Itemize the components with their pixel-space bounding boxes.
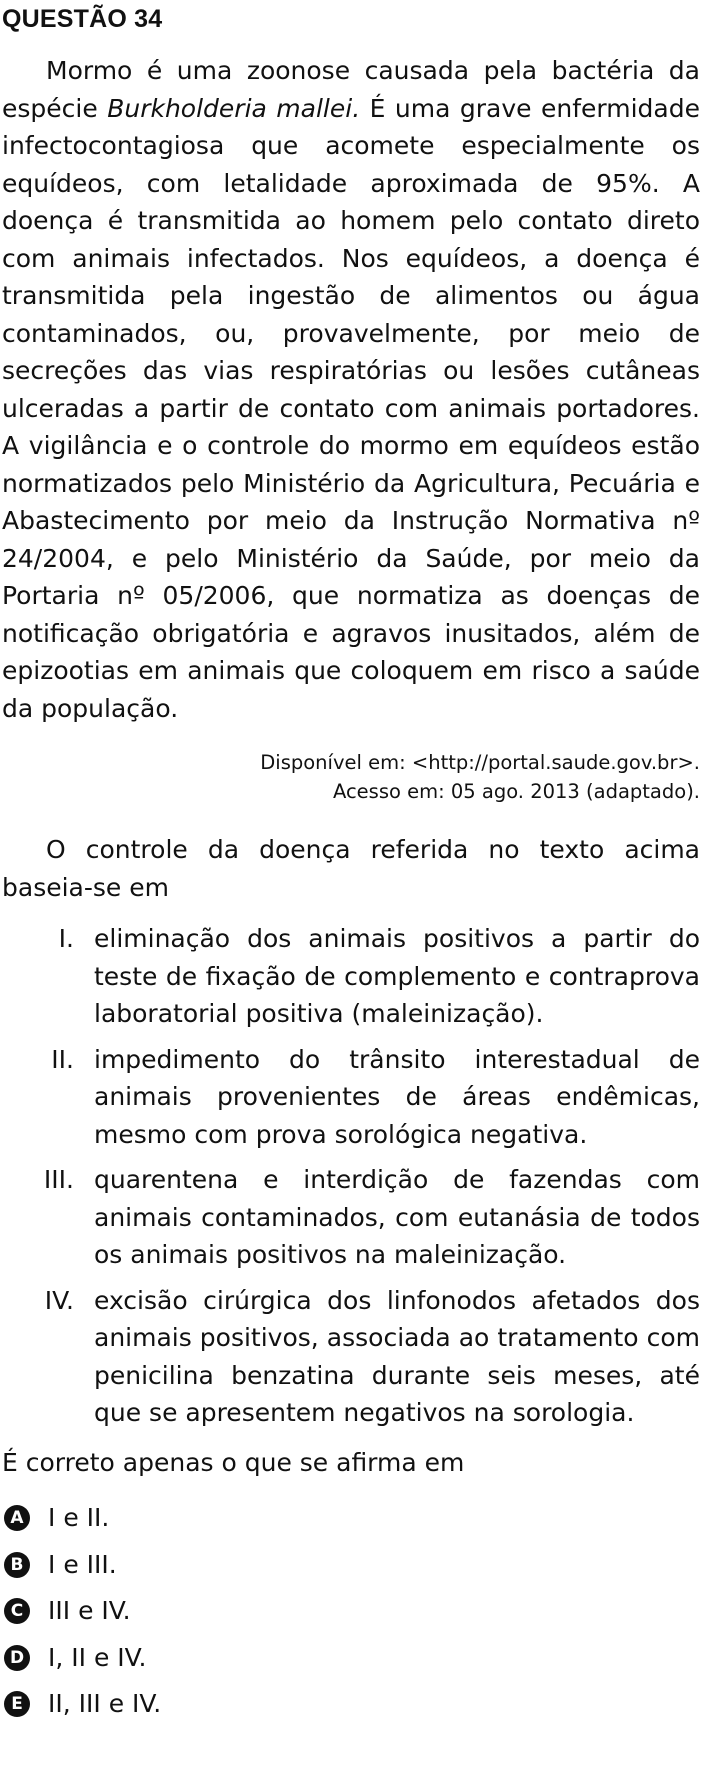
option-text: II, III e IV.: [48, 1689, 162, 1719]
question-prompt: O controle da doença referida no texto acima baseia-se em: [2, 835, 700, 902]
statement-number: III.: [43, 1165, 74, 1194]
statement-number: I.: [58, 924, 74, 953]
answer-instruction: É correto apenas o que se afirma em: [2, 1447, 465, 1477]
bacteria-species-name: Burkholderia mallei.: [107, 93, 361, 123]
source-access-line: Acesso em: 05 ago. 2013 (adaptado).: [332, 780, 700, 803]
statement-item: [2, 1161, 700, 1274]
source-citation: [2, 748, 700, 806]
source-url-line: Disponível em: <http://portal.saude.gov.br>.: [260, 751, 700, 774]
option-letter-badge: D: [4, 1645, 30, 1671]
statement-number: IV.: [44, 1285, 74, 1315]
statement-text: eliminação dos animais positivos a partir do teste de fixação de complemento e contraprova laboratorial positiva (maleinização).: [94, 924, 700, 1028]
option-letter-badge: B: [4, 1552, 30, 1578]
statements-list: [2, 920, 700, 1432]
statement-text: impedimento do trânsito interestadual de animais provenientes de áreas endêmicas, mesmo com prova sorológica negativa.: [94, 1044, 700, 1149]
question-text-part-after: É uma grave enfermidade infectocontagiosa que acomete especialmente os equídeos, com letalidade aproximada de 95%. A doença é transmitida ao homem pelo contato direto com animais infectados. Nos equídeos, a doença é transmitida pela ingestão de alimentos ou água contaminados, ou, provavelmente, por meio de secreções das vias respiratórias ou lesões cutâneas ulceradas a partir de contato com animais portadores. A vigilância e o controle do mormo em equídeos estão normatizados pelo Ministério da Agricultura, Pecuária e Abastecimento por meio da Instrução Normativa nº 24/2004, e pelo Ministério da Saúde, por meio da Portaria nº 05/2006, que normatiza as doenças de notificação obrigatória e agravos inusitados, além de epizootias em animais que coloquem em risco a saúde da população.: [2, 93, 700, 723]
option-text: I, II e IV.: [48, 1642, 147, 1672]
statement-text: excisão cirúrgica dos linfonodos afetados dos animais positivos, associada ao tratamento com penicilina benzatina durante seis meses, até que se apresentem negativos na sorologia.: [94, 1285, 700, 1427]
answer-option-a[interactable]: [2, 1495, 700, 1542]
option-letter-badge: E: [4, 1691, 30, 1717]
question-text-part-before: Mormo é uma zoonose causada pela bactéria da espécie: [2, 56, 700, 123]
option-letter-badge: A: [4, 1505, 30, 1531]
answer-options: [2, 1495, 700, 1728]
option-text: III e IV.: [48, 1596, 131, 1626]
statement-item: [2, 920, 700, 1033]
statement-item: [2, 1282, 700, 1432]
question-title: QUESTÃO 34: [2, 5, 163, 33]
answer-option-c[interactable]: [2, 1588, 700, 1635]
option-letter-badge: C: [4, 1598, 30, 1624]
statement-number: II.: [51, 1044, 74, 1074]
answer-option-d[interactable]: [2, 1635, 700, 1682]
statement-text: quarentena e interdição de fazendas com animais contaminados, com eutanásia de todos os animais positivos na maleinização.: [94, 1165, 700, 1269]
answer-option-b[interactable]: [2, 1542, 700, 1589]
question-text: [2, 52, 700, 727]
option-text: I e II.: [48, 1503, 110, 1533]
option-text: I e III.: [48, 1549, 117, 1579]
statement-item: [2, 1041, 700, 1154]
answer-option-e[interactable]: [2, 1681, 700, 1728]
